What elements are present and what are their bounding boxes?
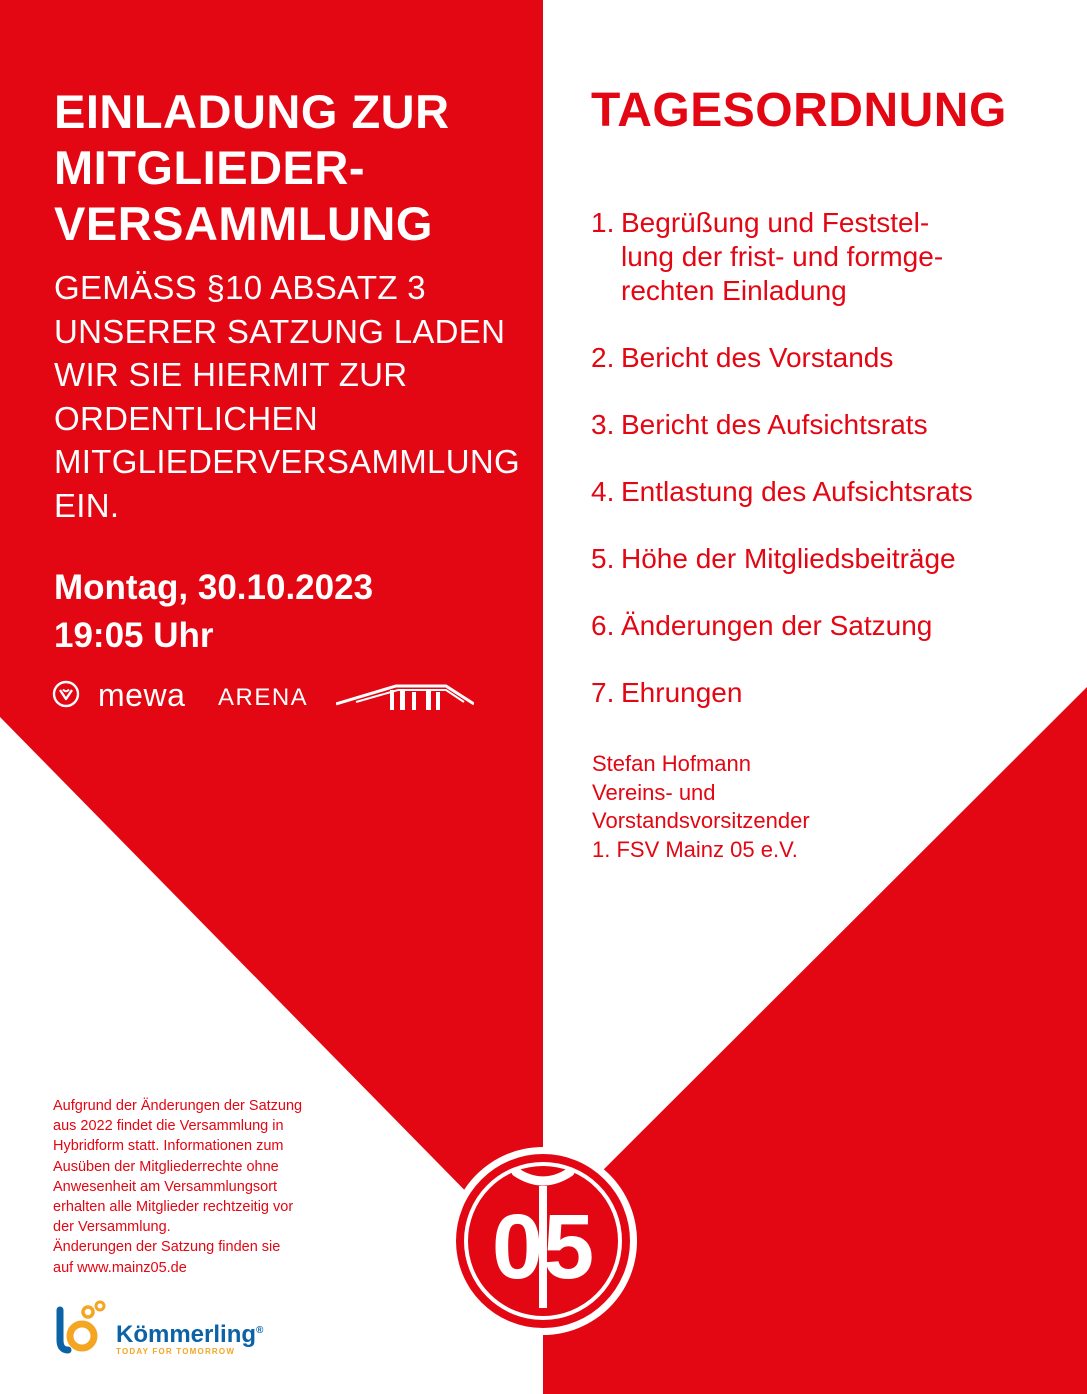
agenda-item-text xyxy=(621,475,1061,509)
crest-text: 05 xyxy=(491,1196,595,1298)
agenda-item-text xyxy=(621,542,1061,576)
stadium-roof-icon xyxy=(336,680,474,712)
agenda-item xyxy=(591,676,1061,710)
agenda-item xyxy=(591,341,1061,375)
footnote-line: Ausüben der Mitgliederrechte ohne xyxy=(53,1158,279,1175)
agenda-item xyxy=(591,542,1061,576)
agenda-item xyxy=(591,609,1061,643)
invitation-title xyxy=(54,84,534,252)
venue-logo xyxy=(52,676,482,716)
title-line: EINLADUNG ZUR xyxy=(54,85,450,138)
agenda-item xyxy=(591,206,1061,308)
agenda-item-line: Ehrungen xyxy=(621,677,743,708)
sponsor-logo xyxy=(52,1300,312,1364)
invitation-intro-text: GEMÄSS §10 ABSATZ 3 UNSERER SATZUNG LADEN WIR SIE HIERMIT ZUR ORDENTLICHEN MITGLIEDERVERSAMMLUNG EIN. xyxy=(54,269,520,524)
agenda-item-text xyxy=(621,408,1061,442)
footnote-line: Änderungen der Satzung finden sie xyxy=(53,1239,281,1256)
footnote-line: Hybridform statt. Informationen zum xyxy=(53,1138,284,1155)
sponsor-name xyxy=(116,1317,263,1349)
meeting-date: Montag, 30.10.2023 xyxy=(54,568,374,607)
agenda-item-number: 4. xyxy=(591,476,615,507)
agenda-item-line: lung der frist- und formge- xyxy=(621,241,944,272)
agenda-item-text xyxy=(621,341,1061,375)
agenda-item-line: Entlastung des Aufsichtsrats xyxy=(621,476,973,507)
agenda-list xyxy=(591,206,1061,743)
meeting-time: 19:05 Uhr xyxy=(54,616,214,655)
agenda-item-number: 2. xyxy=(591,342,615,373)
title-line: VERSAMMLUNG xyxy=(54,197,433,250)
agenda-title: TAGESORDNUNG xyxy=(591,84,1007,137)
agenda-item-text xyxy=(621,206,1061,308)
signature-line: 1. FSV Mainz 05 e.V. xyxy=(592,836,798,862)
signature-block xyxy=(592,750,810,864)
footnote-line: auf www.mainz05.de xyxy=(53,1259,187,1276)
agenda-item-line: Höhe der Mitgliedsbeiträge xyxy=(621,543,956,574)
footnote-line: erhalten alle Mitglieder rechtzeitig vor xyxy=(53,1199,294,1216)
signature-line: Stefan Hofmann xyxy=(592,751,751,776)
agenda-item-line: Bericht des Vorstands xyxy=(621,342,894,373)
footnote-line: Aufgrund der Änderungen der Satzung xyxy=(53,1098,303,1114)
agenda-item-text xyxy=(621,609,1061,643)
agenda-item-number: 7. xyxy=(591,677,615,708)
sponsor-name-text: Kömmerling xyxy=(116,1321,257,1348)
agenda-item-number: 3. xyxy=(591,409,615,440)
footnote-line: aus 2022 findet die Versammlung in xyxy=(53,1118,284,1135)
registered-mark: ® xyxy=(256,1325,264,1336)
agenda-item-number: 6. xyxy=(591,610,615,641)
venue-name-text: ARENA xyxy=(218,684,309,711)
agenda-item-text xyxy=(621,676,1061,710)
footnote-line: der Versammlung. xyxy=(53,1219,171,1236)
venue-brand-text: mewa xyxy=(98,677,186,713)
title-line: MITGLIEDER- xyxy=(54,141,365,194)
koemmerling-logo-icon xyxy=(52,1300,110,1360)
agenda-item xyxy=(591,408,1061,442)
agenda-item-line: Änderungen der Satzung xyxy=(621,610,933,641)
signature-line: Vorstandsvorsitzender xyxy=(592,808,810,833)
mainz05-crest-icon xyxy=(448,1146,638,1336)
sponsor-tagline: TODAY FOR TOMORROW xyxy=(116,1347,236,1356)
meeting-date-time xyxy=(54,564,373,660)
mewa-logo-icon xyxy=(52,680,80,708)
agenda-item xyxy=(591,475,1061,509)
agenda-item-number: 1. xyxy=(591,207,615,238)
agenda-item-number: 5. xyxy=(591,543,615,574)
agenda-item-line: Bericht des Aufsichtsrats xyxy=(621,409,928,440)
agenda-item-line: Begrüßung und Feststel- xyxy=(621,207,930,238)
footnote-line: Anwesenheit am Versammlungsort xyxy=(53,1178,278,1195)
agenda-item-line: rechten Einladung xyxy=(621,275,847,306)
signature-line: Vereins- und xyxy=(592,779,716,805)
hybrid-meeting-note xyxy=(53,1096,383,1278)
